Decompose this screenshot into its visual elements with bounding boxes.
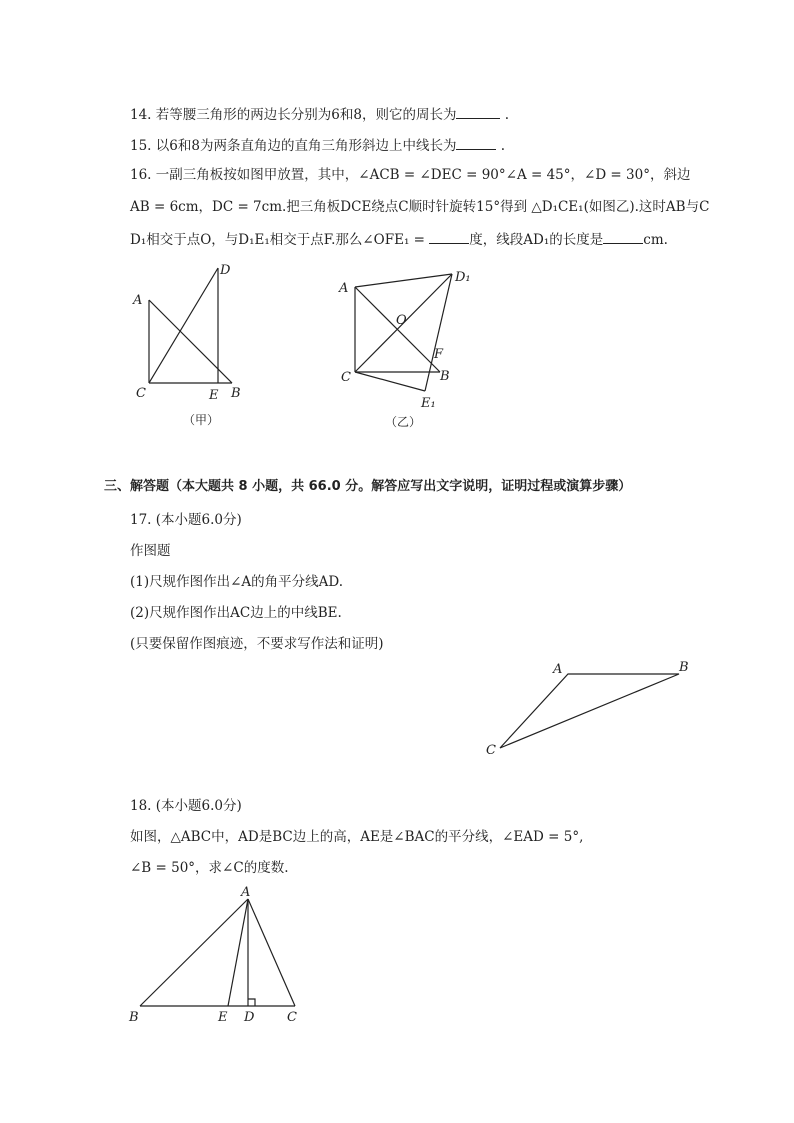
label-D: D xyxy=(220,263,231,278)
label-E: E xyxy=(218,1010,228,1025)
label-B: B xyxy=(440,369,450,384)
question-17-header: 17. (本小题6.0分) xyxy=(130,512,242,528)
question-end: . xyxy=(500,138,506,154)
label-D1: D₁ xyxy=(455,270,471,285)
segment-AC xyxy=(248,899,295,1006)
question-17-part-1: (1)尺规作图作出∠A的角平分线AD. xyxy=(130,574,344,590)
label-C: C xyxy=(341,370,351,385)
figure-caption: （甲） xyxy=(183,413,220,427)
right-angle-mark xyxy=(248,999,255,1006)
question-17-part-2: (2)尺规作图作出AC边上的中线BE. xyxy=(130,605,342,621)
label-C: C xyxy=(136,386,146,401)
label-A: A xyxy=(133,293,143,308)
label-B: B xyxy=(129,1010,139,1025)
question-text: 以6和8为两条直角边的直角三角形斜边上中线长为 xyxy=(155,138,457,154)
question-number: 16. xyxy=(130,167,152,183)
label-B: B xyxy=(231,386,241,401)
question-18-line-1: 如图，△ABC中，AD是BC边上的高，AE是∠BAC的平分线，∠EAD = 5°, xyxy=(130,829,584,845)
label-C: C xyxy=(486,743,496,758)
question-text: 一副三角板按如图甲放置，其中，∠ACB = ∠DEC = 90°∠A = 45°，∠D = 30°，斜边 xyxy=(155,167,691,183)
label-C: C xyxy=(287,1010,297,1025)
label-F: F xyxy=(434,347,444,362)
question-end: . xyxy=(504,107,510,123)
question-17-note: (只要保留作图痕迹，不要求写作法和证明) xyxy=(130,636,384,652)
label-A: A xyxy=(553,662,563,677)
label-A: A xyxy=(339,281,349,296)
question-18-line-2: ∠B = 50°，求∠C的度数. xyxy=(130,860,289,876)
question-number: 14. xyxy=(130,107,152,123)
question-number: 15. xyxy=(130,138,152,154)
label-D: D xyxy=(244,1010,255,1025)
question-17-title: 作图题 xyxy=(130,543,171,559)
label-O: O xyxy=(396,313,407,328)
label-E1: E₁ xyxy=(421,396,436,411)
figure-caption: （乙） xyxy=(385,415,422,429)
question-text: D₁相交于点O，与D₁E₁相交于点F.那么∠OFE₁ = xyxy=(130,232,425,248)
segment-AB xyxy=(140,899,248,1006)
label-B: B xyxy=(679,660,689,675)
question-text: 若等腰三角形的两边长分别为6和8，则它的周长为 xyxy=(155,107,457,123)
question-18-header: 18. (本小题6.0分) xyxy=(130,798,242,814)
question-text: 度，线段AD₁的长度是 xyxy=(469,232,604,248)
question-text: AB = 6cm，DC = 7cm.把三角板DCE绕点C顺时针旋转15°得到 △D₁CE₁(如图乙).这时AB与C xyxy=(130,199,710,215)
label-E: E xyxy=(209,388,219,403)
question-text: cm. xyxy=(643,232,668,248)
section-heading: 三、解答题（本大题共 8 小题，共 66.0 分。解答应写出文字说明，证明过程或演算步骤） xyxy=(104,479,632,494)
label-A: A xyxy=(241,885,251,900)
